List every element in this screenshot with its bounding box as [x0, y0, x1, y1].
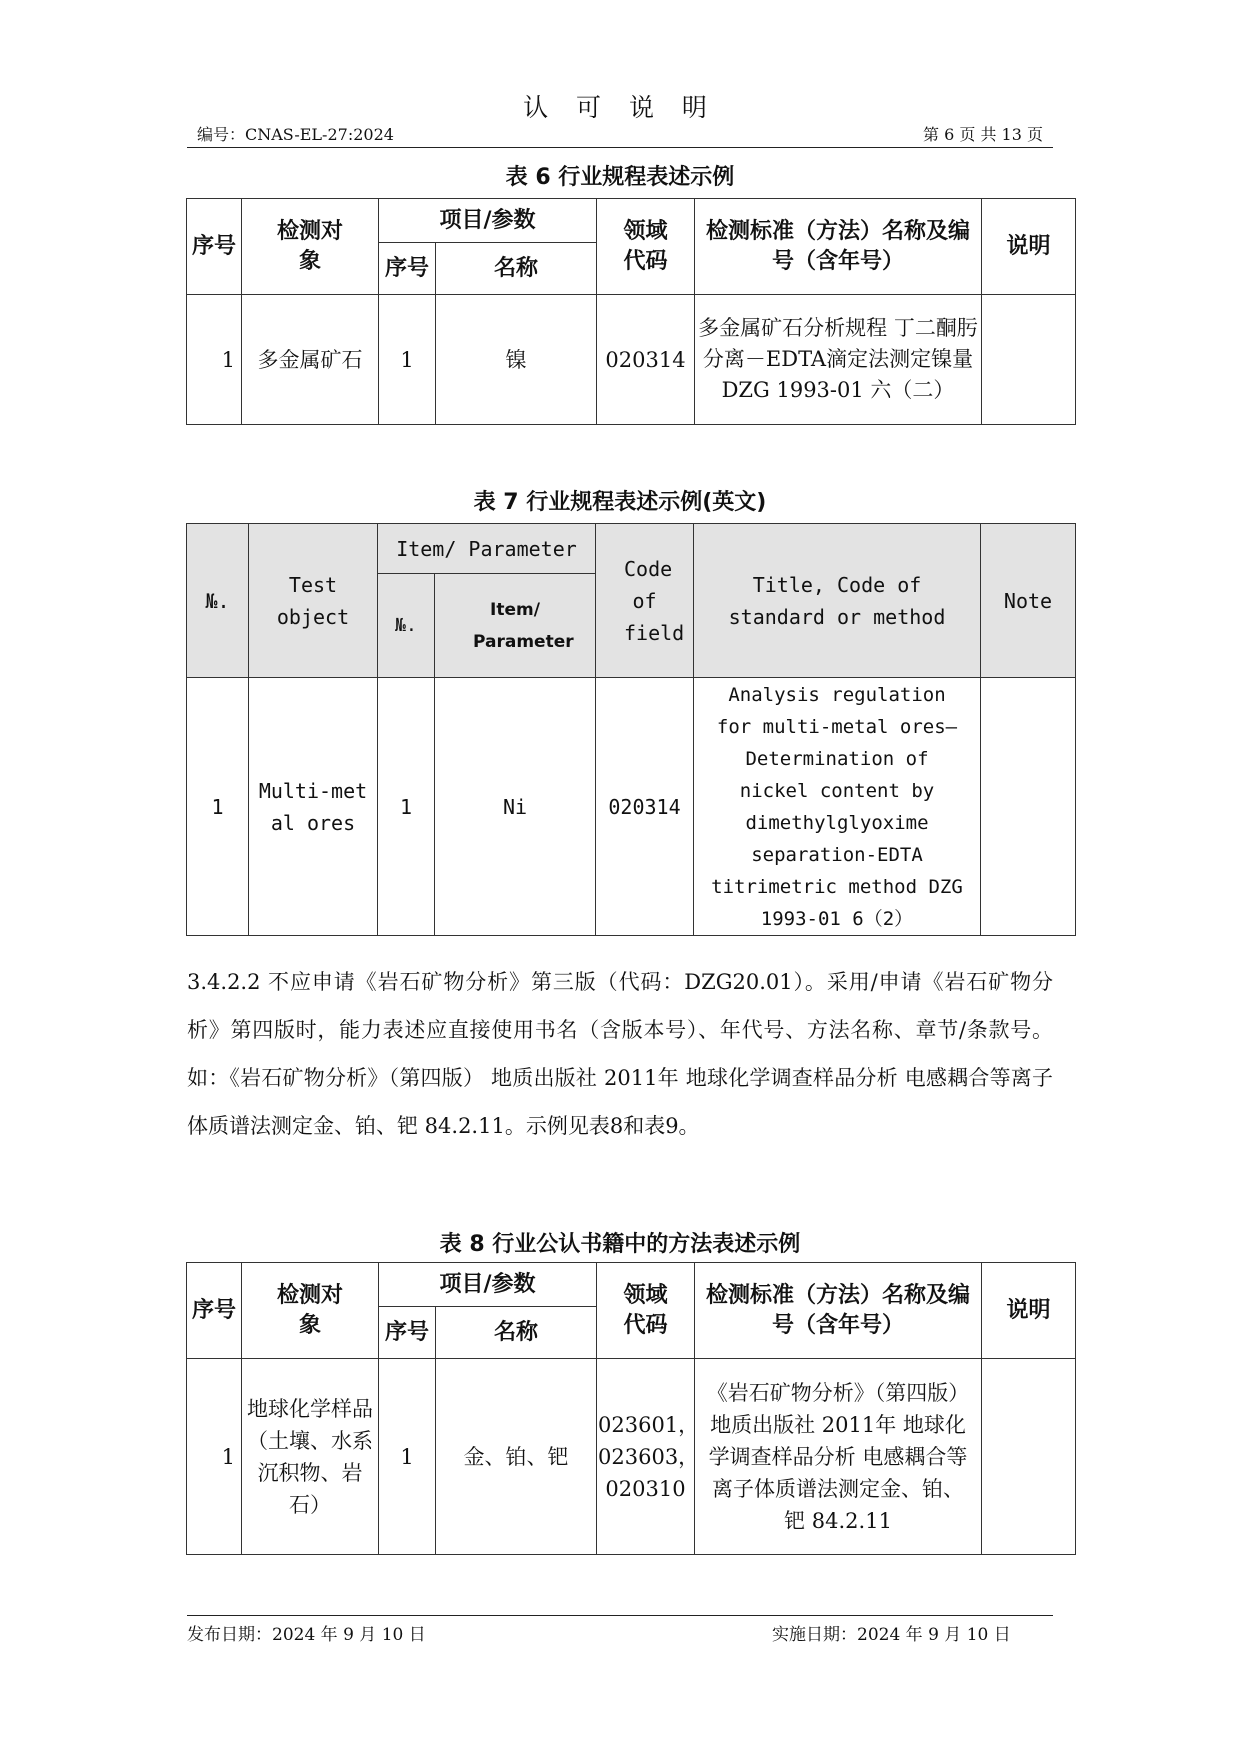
table7-header-seq: №. [187, 524, 249, 678]
table-row [187, 1359, 1076, 1555]
table8-header-param-name: 名称 [436, 1307, 597, 1359]
table7-caption: 表 7 行业规程表述示例(英文) [473, 490, 767, 515]
table7-header-param-name: Item/ Parameter [435, 574, 596, 678]
implement-date: 实施日期：2024 年 9 月 10 日 [772, 1625, 1011, 1645]
document-title: 认 可 说 明 [523, 93, 717, 122]
table8-header-param-group: 项目/参数 [379, 1263, 597, 1307]
table7-header-param-seq: №. [378, 574, 435, 678]
table6-header-param-seq: 序号 [379, 243, 436, 295]
table6-header-field-code: 领域代码 [597, 199, 695, 295]
table8-cell-seq: 1 [187, 1359, 242, 1555]
table8-header-note: 说明 [982, 1263, 1076, 1359]
footer-divider [187, 1615, 1053, 1616]
table8-cell-note [982, 1359, 1076, 1555]
table7-header-standard: Title, Code of standard or method [694, 524, 981, 678]
header-divider [187, 147, 1053, 148]
table6-header-note: 说明 [982, 199, 1076, 295]
table6-cell-field-code: 020314 [597, 295, 695, 425]
table7-header-param-group: Item/ Parameter [378, 524, 596, 574]
table6-cell-object: 多金属矿石 [242, 295, 379, 425]
table8-cell-field-code: 023601，023603，020310 [597, 1359, 695, 1555]
table7-header-note: Note [981, 524, 1076, 678]
table8-header-param-seq: 序号 [379, 1307, 436, 1359]
table6-header-param-name: 名称 [436, 243, 597, 295]
table-row [187, 678, 1076, 936]
table6-cell-seq: 1 [187, 295, 242, 425]
table8-cell-param-seq: 1 [379, 1359, 436, 1555]
table8-caption: 表 8 行业公认书籍中的方法表述示例 [439, 1232, 801, 1257]
table6-cell-param-seq: 1 [379, 295, 436, 425]
table8-cell-param-name: 金、铂、钯 [436, 1359, 597, 1555]
table-row [187, 295, 1076, 425]
table7-cell-standard: Analysis regulation for multi-metal ores—Determination of nickel content by dimethylglyoxime separation-EDTA titrimetric method DZG 1993-01 6（2） [694, 678, 981, 936]
table8-header-standard: 检测标准（方法）名称及编号（含年号） [695, 1263, 982, 1359]
table6-header-seq: 序号 [187, 199, 242, 295]
table7-cell-note [981, 678, 1076, 936]
table7-header-field-code: Code of field [596, 524, 694, 678]
table6 [186, 198, 1076, 425]
table8-header-field-code: 领域代码 [597, 1263, 695, 1359]
table6-header-standard: 检测标准（方法）名称及编号（含年号） [695, 199, 982, 295]
table8-header-seq: 序号 [187, 1263, 242, 1359]
table6-cell-note [982, 295, 1076, 425]
table7 [186, 523, 1076, 936]
publish-date: 发布日期：2024 年 9 月 10 日 [187, 1625, 426, 1645]
table7-cell-param-name: Ni [435, 678, 596, 936]
body-paragraph: 3.4.2.2 不应申请《岩石矿物分析》第三版（代码：DZG20.01）。采用/申请《岩石矿物分析》第四版时，能力表述应直接使用书名（含版本号）、年代号、方法名称、章节/条款号。如：《岩石矿物分析》（第四版） 地质出版社 2011年 地球化学调查样品分析 电感耦合等离子体质谱法测定金、铂、钯 84.2.11。示例见表8和表9。 [187, 970, 1053, 1138]
table6-caption: 表 6 行业规程表述示例 [505, 165, 735, 190]
table6-cell-standard: 多金属矿石分析规程 丁二酮肟分离－EDTA滴定法测定镍量 DZG 1993-01 六（二） [695, 295, 982, 425]
document-number: 编号：CNAS-EL-27:2024 [197, 125, 394, 144]
table7-cell-field-code: 020314 [596, 678, 694, 936]
table7-header-object: Test object [249, 524, 378, 678]
table8-cell-object: 地球化学样品（土壤、水系沉积物、岩石） [242, 1359, 379, 1555]
table6-header-param-group: 项目/参数 [379, 199, 597, 243]
table6-header-object: 检测对象 [242, 199, 379, 295]
table7-cell-seq: 1 [187, 678, 249, 936]
table8-header-object: 检测对象 [242, 1263, 379, 1359]
table6-cell-param-name: 镍 [436, 295, 597, 425]
page-number: 第 6 页 共 13 页 [923, 125, 1043, 144]
table7-cell-param-seq: 1 [378, 678, 435, 936]
table8-cell-standard: 《岩石矿物分析》（第四版） 地质出版社 2011年 地球化学调查样品分析 电感耦合等离子体质谱法测定金、铂、钯 84.2.11 [695, 1359, 982, 1555]
table7-cell-object: Multi-metal ores [249, 678, 378, 936]
table8 [186, 1262, 1076, 1555]
